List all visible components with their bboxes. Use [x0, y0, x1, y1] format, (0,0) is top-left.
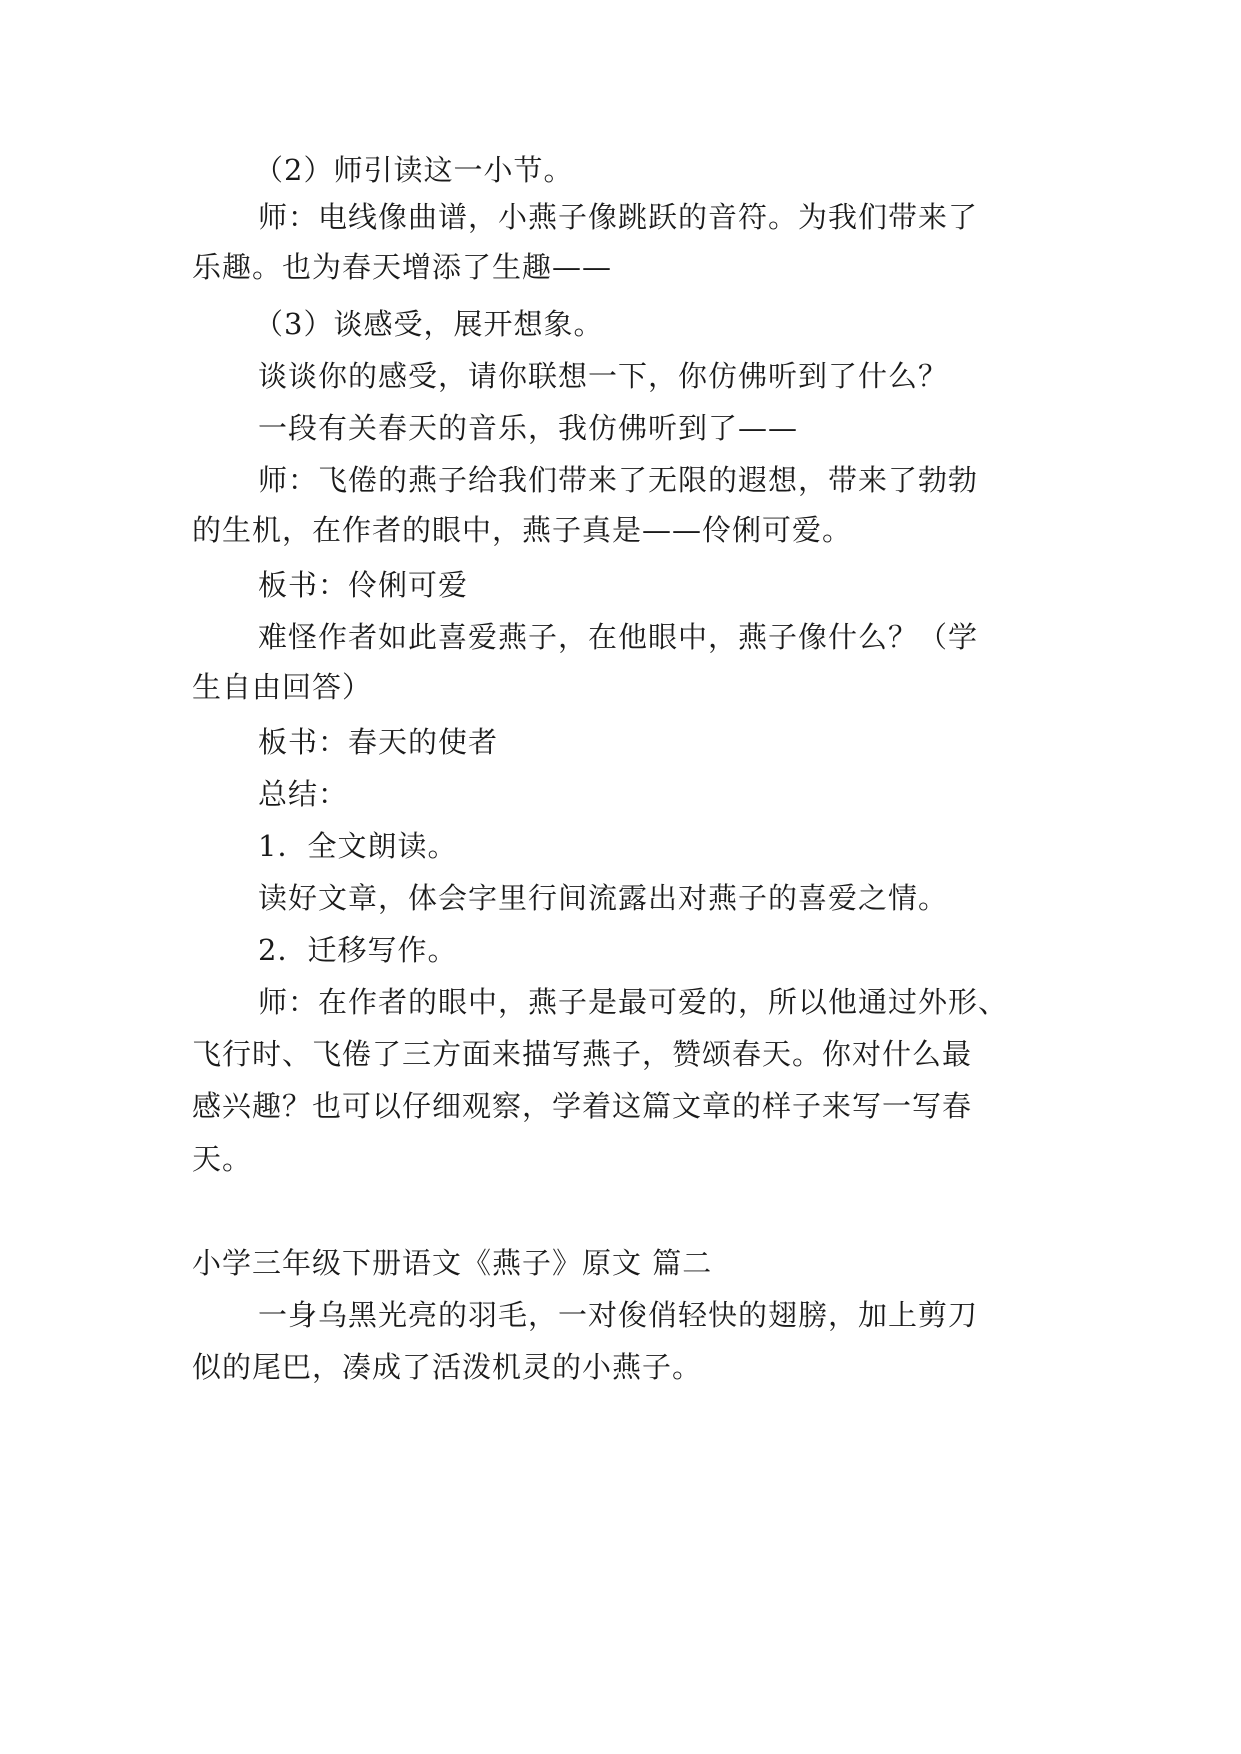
paragraph-line: 乐趣。也为春天增添了生趣—— — [192, 250, 613, 284]
paragraph-line: 2．迁移写作。 — [258, 933, 458, 967]
paragraph-line: 难怪作者如此喜爱燕子，在他眼中，燕子像什么？（学 — [258, 620, 979, 654]
paragraph-line: （3）谈感受，展开想象。 — [254, 307, 604, 341]
paragraph-line: 谈谈你的感受，请你联想一下，你仿佛听到了什么？ — [258, 359, 949, 393]
paragraph-line: 板书：伶俐可爱 — [258, 568, 469, 602]
paragraph-line: 似的尾巴，凑成了活泼机灵的小燕子。 — [192, 1350, 703, 1384]
paragraph-line: 读好文章，体会字里行间流露出对燕子的喜爱之情。 — [258, 881, 949, 915]
paragraph-line: 一段有关春天的音乐，我仿佛听到了—— — [258, 411, 799, 445]
paragraph-line: 天。 — [192, 1142, 253, 1176]
paragraph-line: 师：电线像曲谱，小燕子像跳跃的音符。为我们带来了 — [258, 200, 979, 234]
section-heading: 小学三年级下册语文《燕子》原文 篇二 — [192, 1246, 713, 1280]
paragraph-line: （2）师引读这一小节。 — [254, 153, 574, 187]
paragraph-line: 感兴趣？也可以仔细观察，学着这篇文章的样子来写一写春 — [192, 1089, 973, 1123]
paragraph-line: 飞行时、飞倦了三方面来描写燕子，赞颂春天。你对什么最 — [192, 1037, 973, 1071]
paragraph-line: 1．全文朗读。 — [258, 829, 458, 863]
paragraph-line: 板书：春天的使者 — [258, 725, 499, 759]
paragraph-line: 生自由回答） — [192, 670, 373, 704]
paragraph-line: 一身乌黑光亮的羽毛，一对俊俏轻快的翅膀，加上剪刀 — [258, 1298, 979, 1332]
paragraph-line: 的生机，在作者的眼中，燕子真是——伶俐可爱。 — [192, 513, 853, 547]
paragraph-line: 师：在作者的眼中，燕子是最可爱的，所以他通过外形、 — [258, 985, 1009, 1019]
paragraph-line: 总结： — [258, 777, 349, 811]
paragraph-line: 师：飞倦的燕子给我们带来了无限的遐想，带来了勃勃 — [258, 463, 979, 497]
